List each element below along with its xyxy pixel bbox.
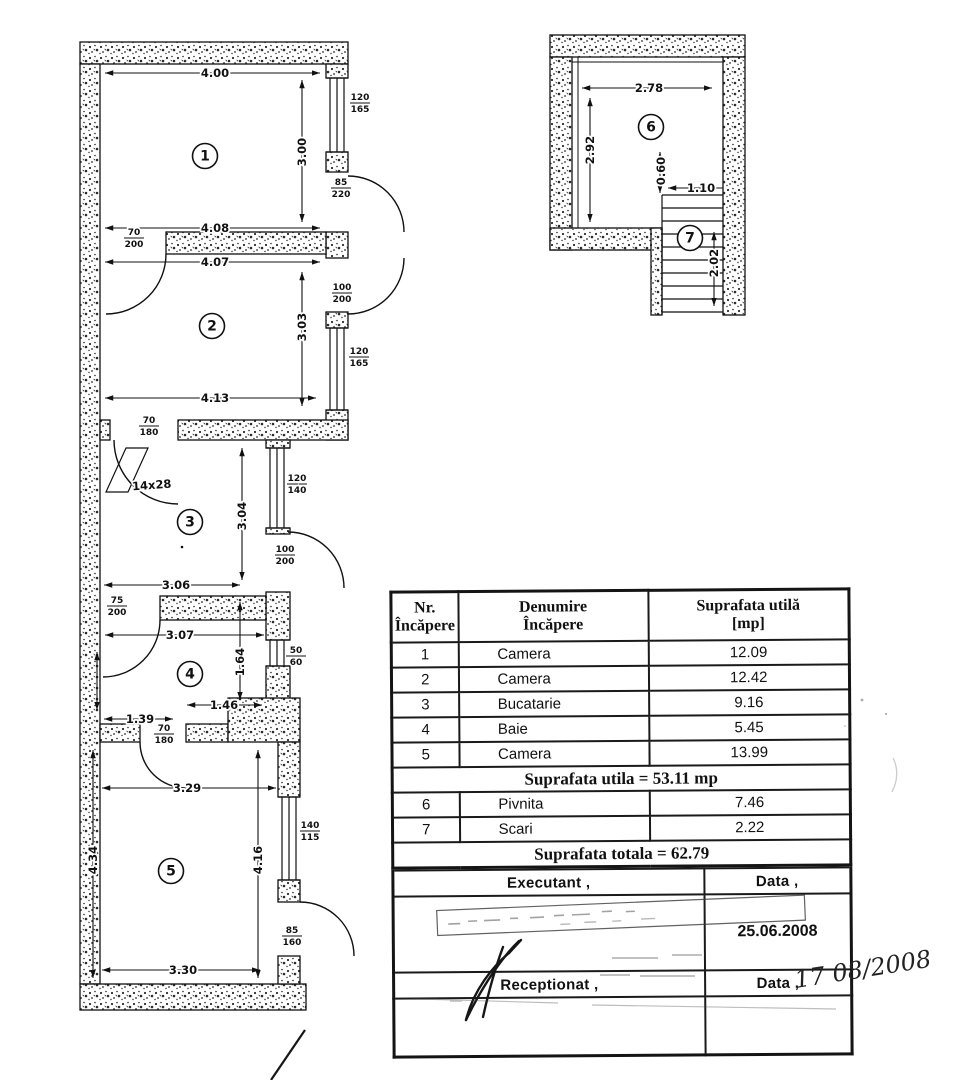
cell-room-name: Camera <box>459 741 649 767</box>
window-room2 <box>326 328 348 410</box>
date-value: 25.06.2008 <box>704 893 852 970</box>
dimension-label: 4.16 <box>251 845 265 875</box>
plan-dot <box>181 546 184 549</box>
data-label-2: Data , <box>705 969 852 996</box>
svg-text:5: 5 <box>166 863 176 880</box>
svg-text:85: 85 <box>285 926 299 936</box>
executant-label: Executant , <box>393 868 704 896</box>
cell-room-area: 12.09 <box>648 639 849 665</box>
handwritten-date-cell <box>705 995 852 1055</box>
dimension-label: 1.39 <box>125 712 155 726</box>
svg-text:200: 200 <box>275 557 295 567</box>
room-number-badge <box>178 662 203 687</box>
dimension-label: 2.02 <box>707 248 721 278</box>
dimension-label: 1.46 <box>209 698 239 712</box>
room-number-badge <box>159 859 184 884</box>
opening-size-label <box>331 178 351 200</box>
svg-text:120: 120 <box>350 93 370 103</box>
cell-room-area: 5.45 <box>649 714 850 740</box>
cell-room-number: 2 <box>391 667 458 692</box>
receptionat-signature-row <box>394 995 852 1057</box>
cell-room-area: 9.16 <box>649 689 850 715</box>
window-room3 <box>266 448 290 528</box>
window-room4 <box>266 640 290 666</box>
svg-text:3: 3 <box>185 514 195 531</box>
room-number-badge <box>200 314 225 339</box>
dimension-label: 2.92 <box>583 135 597 165</box>
svg-text:115: 115 <box>300 833 320 843</box>
header-denumire: Denumire Încăpere <box>458 590 648 642</box>
opening-size-label <box>286 646 306 668</box>
table-row <box>391 639 849 667</box>
header-suprafata: Suprafata utilă [mp] <box>648 589 849 641</box>
cell-room-number: 3 <box>392 692 459 717</box>
dimension-label: 1.64 <box>233 647 247 677</box>
dimension-label: 3.06 <box>161 578 191 592</box>
cell-room-area: 7.46 <box>649 789 850 815</box>
door-room1-room2 <box>106 254 166 314</box>
dimension-label: 2.78 <box>634 81 664 95</box>
svg-text:100: 100 <box>275 545 295 555</box>
svg-text:220: 220 <box>331 190 351 200</box>
opening-size-label <box>139 416 159 438</box>
svg-text:200: 200 <box>124 240 144 250</box>
receptionat-row <box>394 969 852 998</box>
door-room3-room4 <box>103 620 160 677</box>
cell-room-name: Camera <box>458 666 648 692</box>
dimension-label: 3.29 <box>172 781 202 795</box>
dimension-label: 3.07 <box>165 628 195 642</box>
svg-text:180: 180 <box>139 428 159 438</box>
cell-room-area: 13.99 <box>649 739 850 765</box>
table-header-row <box>391 589 849 643</box>
data-label-1: Data , <box>704 867 851 894</box>
opening-size-label <box>349 347 369 369</box>
dimension-label: 3.00 <box>295 137 309 167</box>
svg-text:100: 100 <box>332 283 352 293</box>
subtotal-row <box>392 764 850 792</box>
svg-text:7: 7 <box>685 230 695 247</box>
cell-room-number: 6 <box>392 792 459 817</box>
svg-text:165: 165 <box>349 359 369 369</box>
handwritten-date: 17 08/2008 <box>792 944 934 994</box>
svg-text:50: 50 <box>289 646 303 656</box>
opening-size-label <box>332 283 352 305</box>
table-row <box>392 689 850 717</box>
area-table <box>389 587 852 869</box>
dimension-label: 4.34 <box>86 845 100 875</box>
opening-size-label <box>107 596 127 618</box>
opening-size-label <box>275 545 295 567</box>
walls <box>80 42 348 1010</box>
svg-text:160: 160 <box>282 938 302 948</box>
door-room3-entry <box>288 532 344 588</box>
table-row <box>392 814 850 842</box>
svg-text:60: 60 <box>289 658 303 668</box>
door-arcs <box>103 176 404 956</box>
cell-room-name: Pivnita <box>459 791 649 817</box>
executant-stamp-cell <box>393 894 705 972</box>
svg-text:2: 2 <box>207 318 217 335</box>
receptionat-label: Receptionat , <box>394 970 705 998</box>
area-schedule <box>389 587 853 1058</box>
dimension-label: 4.00 <box>200 66 230 80</box>
svg-text:1: 1 <box>200 148 210 165</box>
svg-text:140: 140 <box>287 486 307 496</box>
window-room1 <box>326 78 348 152</box>
svg-text:200: 200 <box>332 295 352 305</box>
room-number-badge <box>193 144 218 169</box>
table-row <box>392 714 850 742</box>
cell-room-area: 2.22 <box>649 814 850 840</box>
dimension-label: 14x28 <box>131 476 172 494</box>
svg-text:6: 6 <box>646 119 656 136</box>
door-room2-entry <box>348 258 404 314</box>
cell-room-area: 12.42 <box>648 664 849 690</box>
area-table-body <box>391 639 850 842</box>
svg-text:70: 70 <box>157 724 171 734</box>
dimension-label: 3.03 <box>295 312 309 342</box>
svg-text:200: 200 <box>107 608 127 618</box>
opening-size-label <box>300 821 320 843</box>
executant-row <box>393 867 851 896</box>
dimension-label: 1.10 <box>686 181 716 195</box>
svg-text:140: 140 <box>300 821 320 831</box>
door-room2-room3 <box>114 440 178 504</box>
dimension-label: 3.04 <box>235 501 249 531</box>
cell-room-name: Baie <box>459 716 649 742</box>
table-row <box>392 789 850 817</box>
door-room1-entry <box>348 176 404 232</box>
table-row <box>391 664 849 692</box>
cell-room-name: Camera <box>458 641 648 667</box>
header-nr: Nr. Încăpere <box>391 592 458 643</box>
receptionat-signature-cell <box>394 996 705 1057</box>
svg-text:4: 4 <box>185 666 195 683</box>
total-text: Suprafata totala = 62.79 <box>393 839 851 868</box>
window-room5 <box>278 797 300 880</box>
svg-text:165: 165 <box>350 105 370 115</box>
svg-text:70: 70 <box>142 416 156 426</box>
cell-room-number: 1 <box>391 642 458 667</box>
cell-room-name: Scari <box>459 816 649 842</box>
signature-block <box>391 866 853 1058</box>
cell-room-number: 7 <box>392 817 459 842</box>
room-number-badge <box>178 510 203 535</box>
svg-text:120: 120 <box>287 474 307 484</box>
dimension-label: 4.07 <box>200 255 230 269</box>
svg-text:120: 120 <box>349 347 369 357</box>
room-number-badge <box>639 115 664 140</box>
room-number-badge <box>678 226 703 251</box>
executant-signature-row <box>393 893 852 972</box>
dimension-label: 4.13 <box>200 391 230 405</box>
table-row <box>392 739 850 767</box>
opening-size-label <box>282 926 302 948</box>
svg-text:85: 85 <box>334 178 348 188</box>
svg-text:70: 70 <box>127 228 141 238</box>
svg-text:180: 180 <box>154 736 174 746</box>
dimension-label: 0.60 <box>654 156 668 186</box>
opening-size-label <box>350 93 370 115</box>
dimension-label: 3.30 <box>168 963 198 977</box>
opening-size-label <box>124 228 144 250</box>
cell-room-number: 4 <box>392 717 459 742</box>
opening-size-label <box>287 474 307 496</box>
dimension-label: 4.08 <box>200 221 230 235</box>
door-room5-exit <box>300 902 354 956</box>
cell-room-name: Bucatarie <box>459 691 649 717</box>
opening-size-label <box>154 724 174 746</box>
cell-room-number: 5 <box>392 742 459 767</box>
svg-text:75: 75 <box>110 596 124 606</box>
subtotal-text: Suprafata utila = 53.11 mp <box>392 764 850 792</box>
total-row <box>393 839 851 868</box>
